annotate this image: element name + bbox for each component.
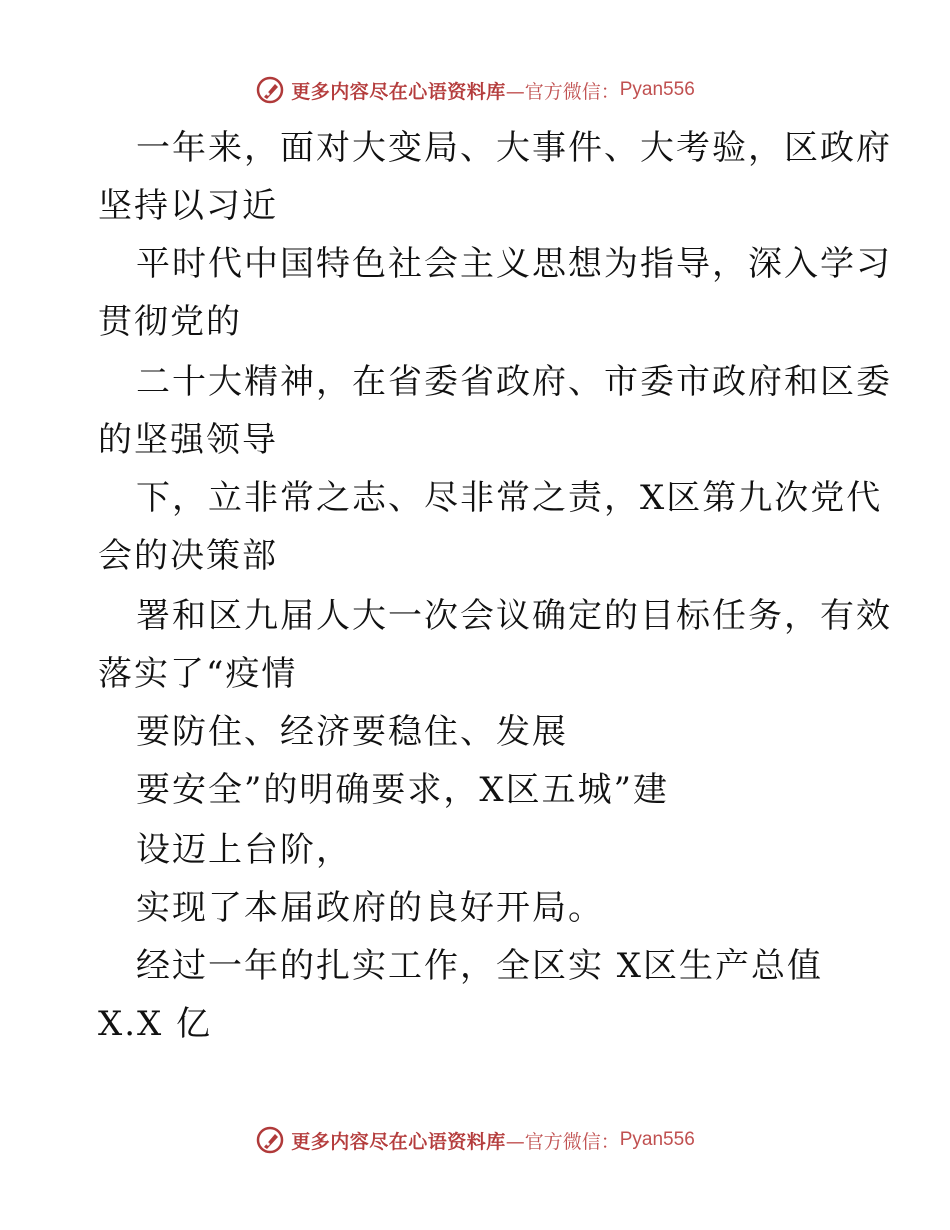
watermark-brand: 更多内容尽在心语资料库 xyxy=(291,1130,506,1153)
paragraph-line: 经过一年的扎实工作，全区实 X区生产总值 xyxy=(136,946,824,986)
watermark-label: —官方微信： xyxy=(505,1130,620,1153)
footer-watermark xyxy=(0,1120,950,1160)
paragraph-line: 要防住、经济要稳住、发展 xyxy=(136,712,568,752)
paragraph-line: 的坚强领导 xyxy=(98,420,278,460)
watermark-brand: 更多内容尽在心语资料库 xyxy=(291,80,506,103)
paragraph-line: 一年来，面对大变局、大事件、大考验，区政府 xyxy=(136,128,892,168)
paragraph-line: 要安全”的明确要求，X区五城”建 xyxy=(136,770,669,810)
paragraph-line: 平时代中国特色社会主义思想为指导，深入学习 xyxy=(136,244,892,284)
paragraph-line: X.X 亿 xyxy=(98,1004,213,1044)
paragraph-line: 二十大精神，在省委省政府、市委市政府和区委 xyxy=(136,362,892,402)
pen-nib-circle-icon xyxy=(255,1125,285,1155)
paragraph-line: 署和区九届人大一次会议确定的目标任务，有效 xyxy=(136,596,892,636)
paragraph-line: 实现了本届政府的良好开局。 xyxy=(136,888,604,928)
paragraph-line: 贯彻党的 xyxy=(98,302,242,342)
watermark-label: —官方微信： xyxy=(505,80,620,103)
paragraph-line: 设迈上台阶， xyxy=(136,830,352,870)
paragraph-line: 会的决策部 xyxy=(98,536,278,576)
paragraph-line: 落实了“疫情 xyxy=(98,654,298,694)
paragraph-line: 下，立非常之志、尽非常之责，X区第九次党代 xyxy=(136,478,883,518)
watermark-wechat-id: Pyan556 xyxy=(619,79,695,100)
watermark-wechat-id: Pyan556 xyxy=(619,1129,695,1150)
paragraph-line: 坚持以习近 xyxy=(98,186,278,226)
